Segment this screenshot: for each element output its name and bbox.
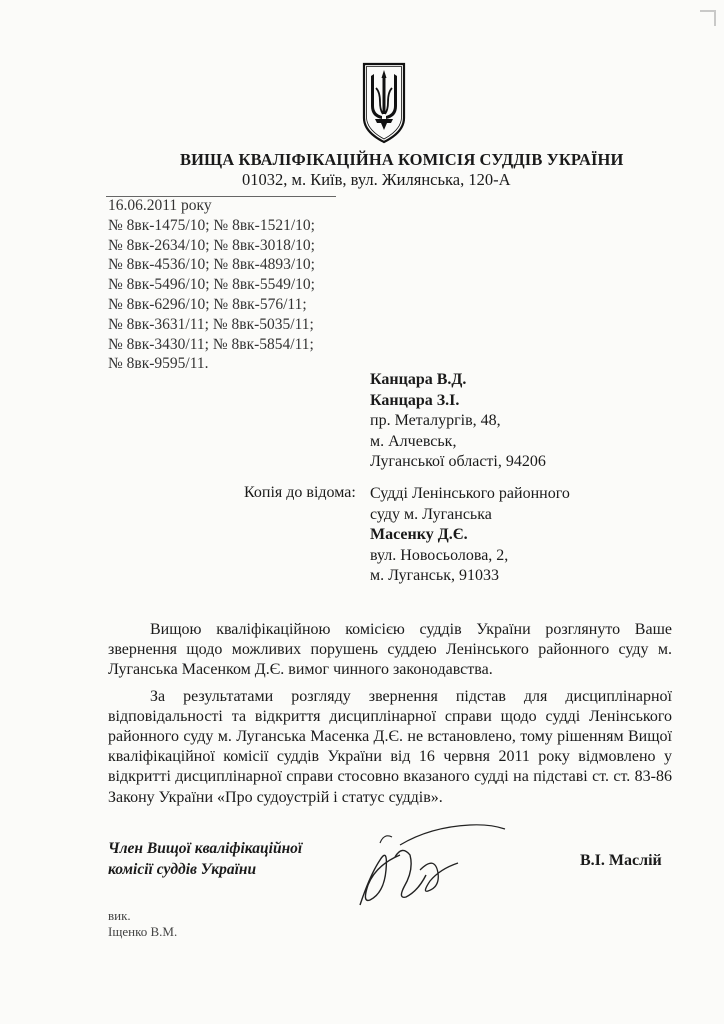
copy-recipient-name: Масенку Д.Є. — [370, 526, 468, 543]
scan-corner-mark — [700, 10, 716, 26]
recipient-name: Канцара З.І. — [370, 391, 460, 409]
registry-number-line: № 8вк-4536/10; № 8вк-4893/10; — [108, 256, 315, 274]
tryzub-coat-of-arms-icon — [362, 62, 406, 144]
signer-name: В.І. Маслій — [580, 852, 662, 869]
registry-number-line: № 8вк-9595/11. — [108, 355, 209, 373]
copy-recipient-block — [370, 484, 570, 587]
recipient-address-line: Луганської області, 94206 — [370, 453, 546, 470]
letter-body — [108, 620, 672, 814]
signer-title-line: Член Вищої кваліфікаційної — [108, 840, 303, 857]
recipient-address-line: пр. Металургів, 48, — [370, 412, 501, 429]
body-paragraph: Вищою кваліфікаційною комісією суддів України розглянуто Ваше звернення щодо можливих порушень суддею Ленінського районного суду м. Луганська Масенком Д.Є. вимог чинного законодавства. — [108, 621, 672, 679]
registry-number-line: № 8вк-6296/10; № 8вк-576/11; — [108, 295, 307, 313]
executor-block — [108, 908, 177, 940]
signer-title — [108, 838, 302, 880]
copy-recipient-line: суду м. Луганська — [370, 505, 492, 523]
registry-number-line: № 8вк-2634/10; № 8вк-3018/10; — [108, 236, 315, 254]
org-name: ВИЩА КВАЛІФІКАЦІЙНА КОМІСІЯ СУДДІВ УКРАЇНИ — [180, 150, 624, 169]
registry-block — [108, 196, 315, 374]
copy-label: Копія до відома: — [244, 484, 356, 501]
executor-label: вик. — [108, 908, 131, 923]
registry-number-line: № 8вк-5496/10; № 8вк-5549/10; — [108, 276, 315, 294]
copy-recipient-address-line: м. Луганськ, 91033 — [370, 567, 499, 584]
copy-recipient-line: Судді Ленінського районного — [370, 485, 570, 502]
executor-name: Іщенко В.М. — [108, 924, 178, 939]
registry-number-line: № 8вк-3631/11; № 8вк-5035/11; — [108, 315, 314, 333]
signer-title-line: комісії суддів України — [108, 861, 257, 878]
body-paragraph: За результатами розгляду звернення підстав для дисциплінарної відповідальності та відкриття дисциплінарної справи щодо судді Ленінського районного суду м. Луганська Масенка Д.Є. не встановлено, тому рішенням Вищої кваліфікаційної комісії суддів України від 16 червня 2011 року відмовлено у відкритті дисциплінарної справи стосовно вказаного судді на підставі ст. ст. 83-86 Закону України «Про судоустрій і статус суддів». — [108, 687, 672, 806]
letter-date: 16.06.2011 року — [108, 197, 212, 214]
recipient-address-line: м. Алчевськ, — [370, 432, 457, 450]
org-address: 01032, м. Київ, вул. Жилянська, 120-А — [242, 170, 511, 189]
recipient-name: Канцара В.Д. — [370, 371, 467, 388]
handwritten-signature — [340, 815, 510, 915]
recipient-block — [370, 370, 546, 473]
registry-number-line: № 8вк-1475/10; № 8вк-1521/10; — [108, 216, 315, 234]
registry-number-line: № 8вк-3430/11; № 8вк-5854/11; — [108, 335, 314, 353]
copy-recipient-address-line: вул. Новосьолова, 2, — [370, 546, 509, 564]
